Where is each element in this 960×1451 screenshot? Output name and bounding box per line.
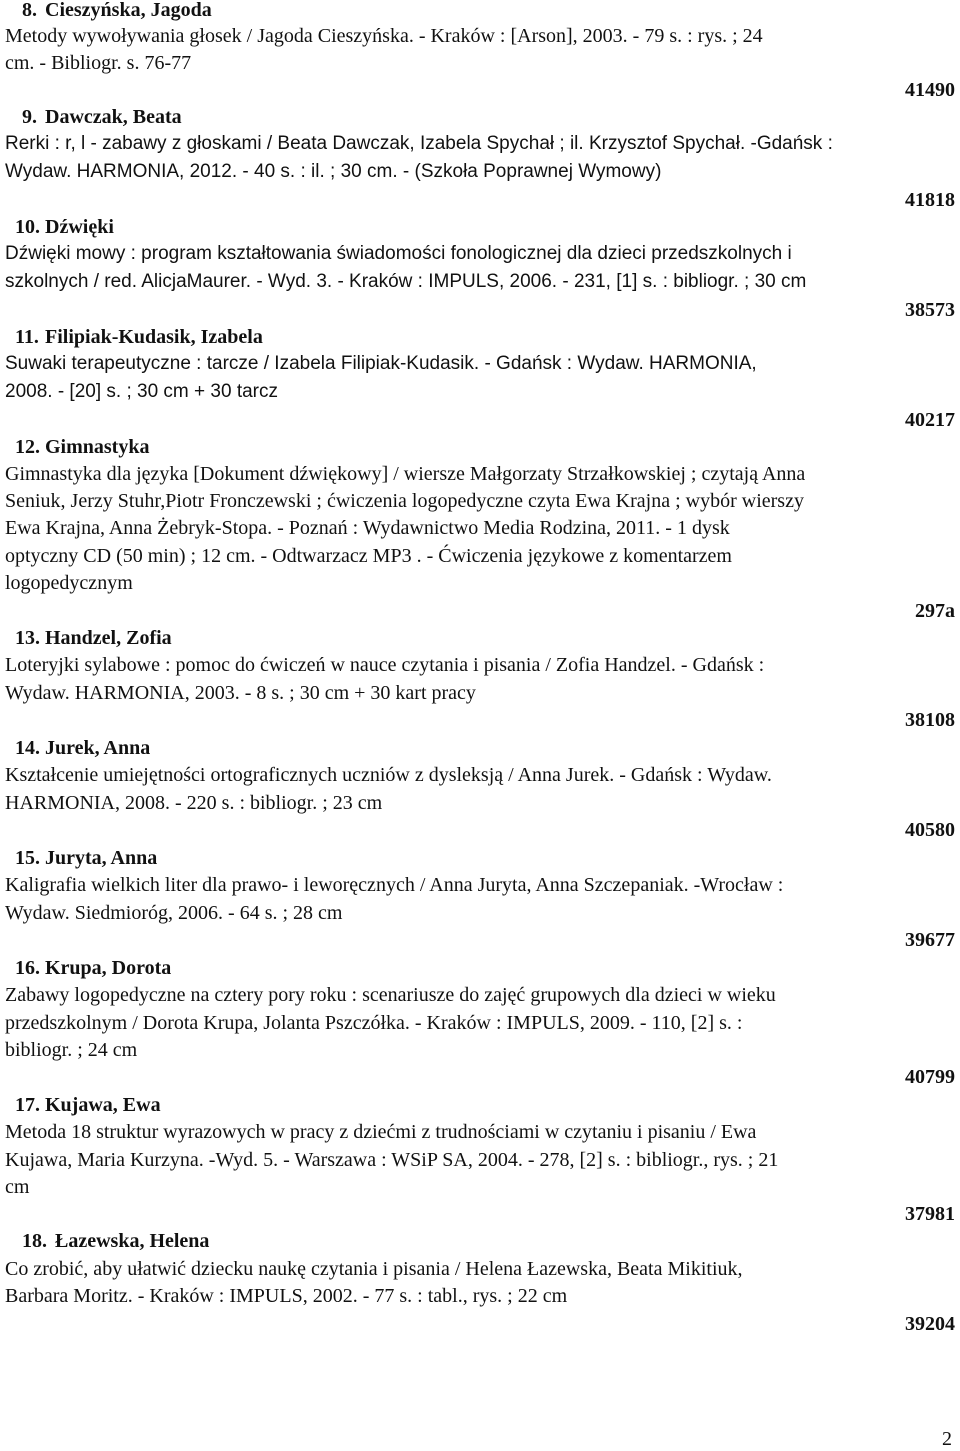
entry-heading	[5, 625, 955, 651]
entry-heading	[5, 1092, 955, 1118]
entry-author: Cieszyńska, Jagoda	[45, 0, 212, 21]
entry-text: Kształcenie umiejętności ortograficznych uczniów z dysleksją / Anna Jurek. - Gdańsk : Wydaw.	[5, 764, 772, 786]
call-number: 39677	[905, 929, 955, 951]
entry-heading	[5, 434, 955, 460]
entry-author: Kujawa, Ewa	[45, 1094, 161, 1116]
entry-number: 18.	[22, 1230, 47, 1252]
entry-heading	[5, 735, 955, 761]
entry-number: 9.	[22, 106, 37, 128]
entry-text: Ewa Krajna, Anna Żebryk-Stopa. - Poznań : Wydawnictwo Media Rodzina, 2011. - 1 dysk	[5, 517, 730, 539]
entry-number: 14.	[15, 737, 40, 759]
entry-text: Wydaw. HARMONIA, 2003. - 8 s. ; 30 cm + 30 kart pracy	[5, 682, 476, 704]
entry-text: cm. - Bibliogr. s. 76-77	[5, 52, 192, 74]
entry-text: Wydaw. HARMONIA, 2012. - 40 s. : il. ; 30 cm. - (Szkoła Poprawnej Wymowy)	[5, 161, 662, 182]
call-number: 40580	[905, 819, 955, 841]
entry-author: Krupa, Dorota	[45, 957, 172, 979]
entry-number: 8.	[22, 0, 37, 21]
entry-author: Juryta, Anna	[45, 847, 158, 869]
entry-heading	[5, 955, 955, 981]
entry-text: Kaligrafia wielkich liter dla prawo- i leworęcznych / Anna Juryta, Anna Szczepaniak. -Wrocław :	[5, 874, 784, 896]
call-number: 37981	[905, 1203, 955, 1225]
entry-text: Loteryjki sylabowe : pomoc do ćwiczeń w nauce czytania i pisania / Zofia Handzel. - Gdańsk :	[5, 654, 765, 676]
entry-text: Kujawa, Maria Kurzyna. -Wyd. 5. - Warszawa : WSiP SA, 2004. - 278, [2] s. : bibliogr., rys. ; 21	[5, 1149, 779, 1171]
entry-number: 16.	[15, 957, 40, 979]
entry-text: Gimnastyka dla języka [Dokument dźwiękowy] / wiersze Małgorzaty Strzałkowskiej ; czytają Anna	[5, 463, 806, 485]
entry-text: Metody wywoływania głosek / Jagoda Cieszyńska. - Kraków : [Arson], 2003. - 79 s. : rys. ; 24	[5, 25, 763, 47]
call-number: 38573	[905, 299, 955, 321]
entry-heading	[5, 845, 955, 871]
call-number: 41818	[905, 189, 955, 211]
entry-author: Łazewska, Helena	[55, 1230, 210, 1252]
entry-text: Rerki : r, l - zabawy z głoskami / Beata Dawczak, Izabela Spychał ; il. Krzysztof Spychał. -Gdańsk :	[5, 133, 833, 154]
entry-number: 11.	[15, 326, 39, 348]
entry-text: szkolnych / red. AlicjaMaurer. - Wyd. 3. - Kraków : IMPULS, 2006. - 231, [1] s. : bibliogr. ; 30 cm	[5, 271, 807, 292]
entry-number: 13.	[15, 627, 40, 649]
entry-heading	[5, 214, 955, 240]
entry-text: Barbara Moritz. - Kraków : IMPULS, 2002. - 77 s. : tabl., rys. ; 22 cm	[5, 1285, 568, 1307]
entry-text: 2008. - [20] s. ; 30 cm + 30 tarcz	[5, 381, 278, 402]
entry-author: Jurek, Anna	[45, 737, 151, 759]
entry-text: Suwaki terapeutyczne : tarcze / Izabela Filipiak-Kudasik. - Gdańsk : Wydaw. HARMONIA,	[5, 353, 757, 374]
call-number: 41490	[905, 79, 955, 101]
entry-number: 12.	[15, 436, 40, 458]
entry-text: cm	[5, 1176, 30, 1198]
entry-heading	[5, 324, 955, 350]
entry-text: Co zrobić, aby ułatwić dziecku naukę czytania i pisania / Helena Łazewska, Beata Mikitiuk,	[5, 1258, 743, 1280]
entry-text: Wydaw. Siedmioróg, 2006. - 64 s. ; 28 cm	[5, 902, 343, 924]
entry-heading	[5, 1228, 955, 1254]
entry-heading	[5, 0, 955, 23]
entry-text: HARMONIA, 2008. - 220 s. : bibliogr. ; 23 cm	[5, 792, 383, 814]
entry-text: bibliogr. ; 24 cm	[5, 1039, 138, 1061]
entry-number: 17.	[15, 1094, 40, 1116]
call-number: 40799	[905, 1066, 955, 1088]
entry-author: Dźwięki	[45, 216, 114, 238]
call-number: 40217	[905, 409, 955, 431]
entry-text: Seniuk, Jerzy Stuhr,Piotr Fronczewski ; ćwiczenia logopedyczne czyta Ewa Krajna ; wybór wierszy	[5, 490, 804, 512]
entry-text: optyczny CD (50 min) ; 12 cm. - Odtwarzacz MP3 . - Ćwiczenia językowe z komentarzem	[5, 545, 732, 567]
entry-author: Dawczak, Beata	[45, 106, 182, 128]
call-number: 38108	[905, 709, 955, 731]
entry-author: Filipiak-Kudasik, Izabela	[45, 326, 263, 348]
entry-text: przedszkolnym / Dorota Krupa, Jolanta Pszczółka. - Kraków : IMPULS, 2009. - 110, [2] s. :	[5, 1012, 743, 1034]
page-number: 2	[942, 1428, 952, 1450]
entry-heading	[5, 104, 955, 130]
entry-author: Gimnastyka	[45, 436, 150, 458]
entry-number: 10.	[15, 216, 40, 238]
entry-text: Dźwięki mowy : program kształtowania świadomości fonologicznej dla dzieci przedszkolnych i	[5, 243, 792, 264]
call-number: 297a	[915, 600, 955, 622]
call-number: 39204	[905, 1313, 955, 1335]
entry-text: Metoda 18 struktur wyrazowych w pracy z dziećmi z trudnościami w czytaniu i pisaniu / Ewa	[5, 1121, 757, 1143]
entry-author: Handzel, Zofia	[45, 627, 172, 649]
entry-text: logopedycznym	[5, 572, 133, 594]
entry-text: Zabawy logopedyczne na cztery pory roku : scenariusze do zajęć grupowych dla dzieci w wieku	[5, 984, 776, 1006]
entry-number: 15.	[15, 847, 40, 869]
